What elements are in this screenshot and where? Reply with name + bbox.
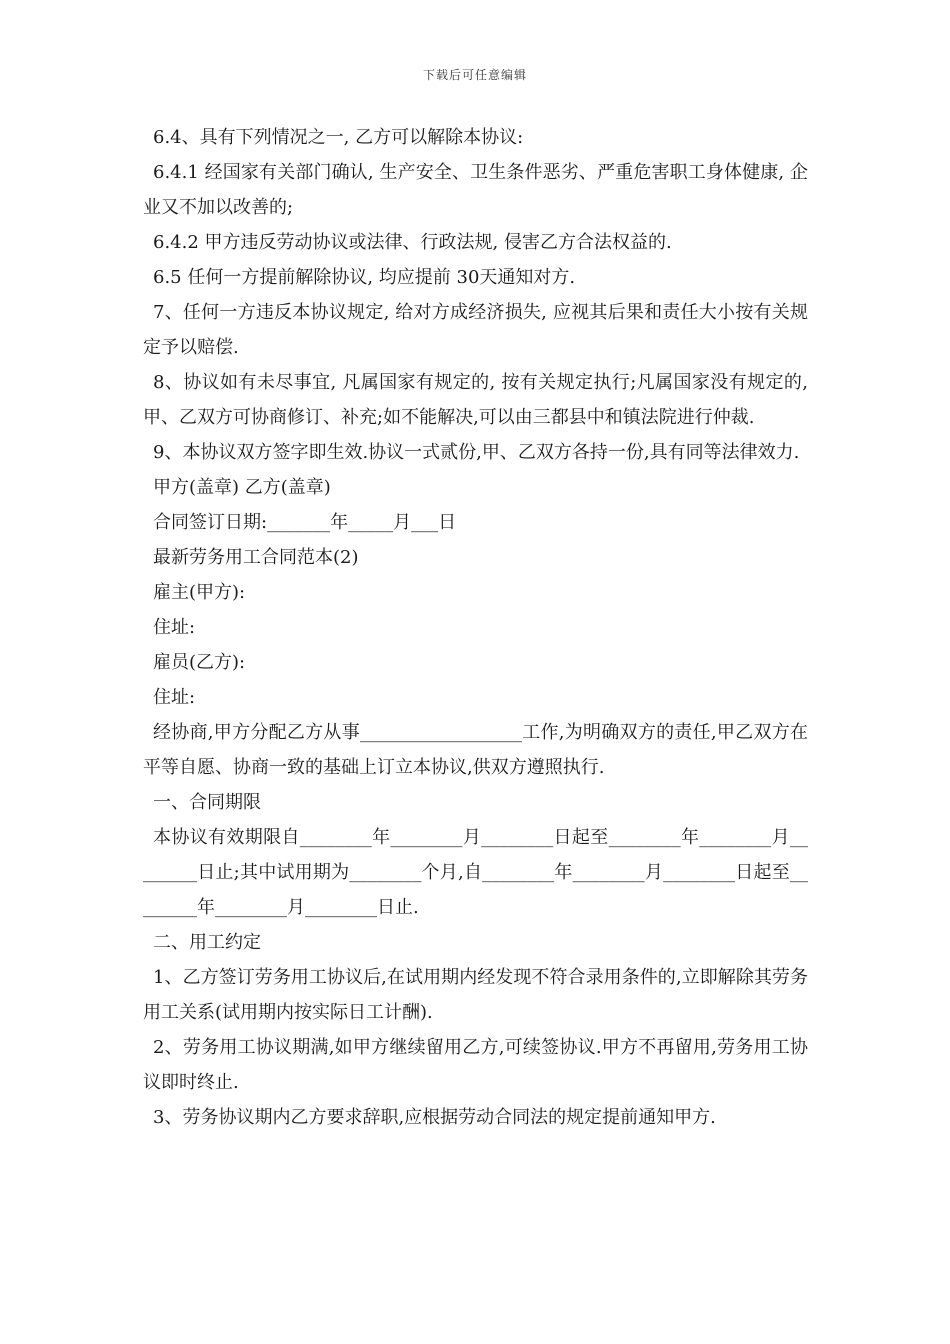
employment-clause-1: 1、乙方签订劳务用工协议后,在试用期内经发现不符合录用条件的,立即解除其劳务用工关系(试用期内按实际日工计酬). bbox=[143, 967, 808, 1023]
paragraph-8: 8、协议如有未尽事宜, 凡属国家有规定的, 按有关规定执行;凡属国家没有规定的, 甲、乙双方可协商修订、补充;如不能解决,可以由三都县中和镇法院进行仲裁. bbox=[143, 372, 808, 428]
employee-line: 雇员(乙方): bbox=[153, 652, 246, 673]
employer-address-line: 住址: bbox=[153, 617, 196, 638]
paragraph-6-4: 6.4、具有下列情况之一, 乙方可以解除本协议: bbox=[153, 127, 524, 148]
contract-title: 最新劳务用工合同范本(2) bbox=[153, 547, 359, 568]
signing-date-line: 合同签订日期:_______年_____月___日 bbox=[153, 512, 457, 533]
employee-address-line: 住址: bbox=[153, 687, 196, 708]
intro-paragraph: 经协商,甲方分配乙方从事__________________工作,为明确双方的责任,甲乙双方在平等自愿、协商一致的基础上订立本协议,供双方遵照执行. bbox=[143, 722, 808, 778]
employment-clause-3: 3、劳务协议期内乙方要求辞职,应根据劳动合同法的规定提前通知甲方. bbox=[153, 1107, 716, 1128]
signature-line: 甲方(盖章) 乙方(盖章) bbox=[153, 477, 331, 498]
paragraph-7: 7、任何一方违反本协议规定, 给对方成经济损失, 应视其后果和责任大小按有关规定予以赔偿. bbox=[143, 302, 808, 358]
employment-clause-2: 2、劳务用工协议期满,如甲方继续留用乙方,可续签协议.甲方不再留用,劳务用工协议即时终止. bbox=[143, 1037, 808, 1093]
section-heading-employment: 二、用工约定 bbox=[153, 932, 261, 953]
header-note: 下载后可任意编辑 bbox=[422, 68, 527, 82]
document-body bbox=[143, 120, 808, 1135]
employer-line: 雇主(甲方): bbox=[153, 582, 246, 603]
paragraph-9: 9、本协议双方签字即生效.协议一式贰份,甲、乙双方各持一份,具有同等法律效力. bbox=[153, 442, 800, 463]
paragraph-6-4-1: 6.4.1 经国家有关部门确认, 生产安全、卫生条件恶劣、严重危害职工身体健康, 企业又不加以改善的; bbox=[143, 162, 808, 218]
section-heading-term: 一、合同期限 bbox=[153, 792, 261, 813]
paragraph-6-5: 6.5 任何一方提前解除协议, 均应提前 30天通知对方. bbox=[153, 267, 576, 288]
paragraph-6-4-2: 6.4.2 甲方违反劳动协议或法律、行政法规, 侵害乙方合法权益的. bbox=[153, 232, 672, 253]
term-paragraph: 本协议有效期限自________年________月________日起至________年________月________日止;其中试用期为________个月,自________年________月________日起至________年________月________日止. bbox=[143, 827, 808, 918]
